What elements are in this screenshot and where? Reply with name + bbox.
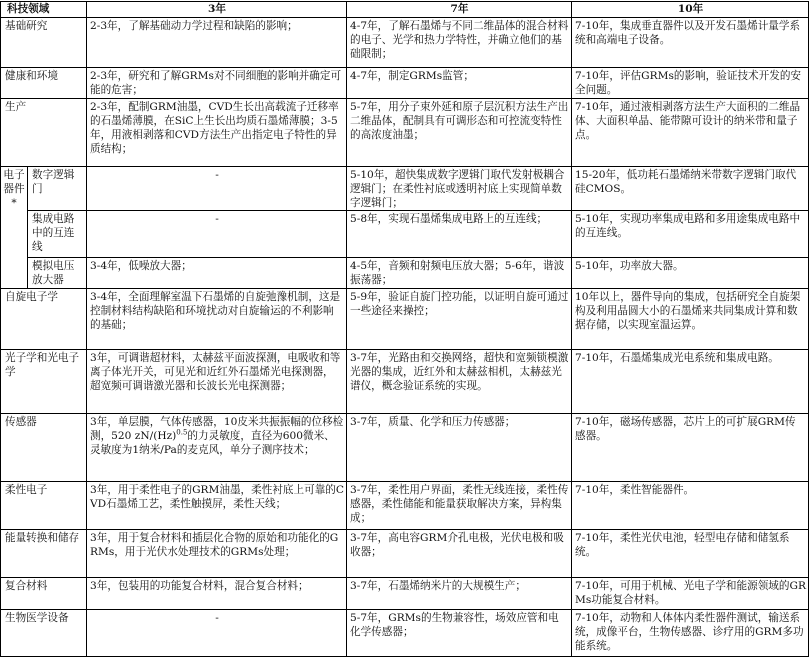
table-row <box>1 167 809 211</box>
cell-3-years: 3年，用于柔性电子的GRM油墨，柔性衬底上可靠的CVD石墨烯工艺，柔性触摸屏，柔性天线； <box>87 482 347 530</box>
cell-10-years: 5-10年，功率放大器。 <box>572 258 809 289</box>
cell-3-years: - <box>87 211 347 258</box>
row-group-electronics: 电子器件* <box>1 167 28 289</box>
cell-3-years: - <box>87 610 347 657</box>
table-row <box>1 414 809 482</box>
row-domain: 复合材料 <box>1 578 87 610</box>
cell-7-years: 3-7年，石墨烯纳米片的大规模生产； <box>347 578 572 610</box>
table-row <box>1 289 809 350</box>
cell-3-years: 3年，可调谐超材料，太赫兹平面波探测，电吸收和等离子体光开关，可见光和近红外石墨烯光电探测器，超宽频可调谐激光器和长波长光电探测器； <box>87 350 347 414</box>
cell-10-years: 7-10年，柔性光伏电池，轻型电存储和储氢系统。 <box>572 530 809 578</box>
row-domain: 能量转换和储存 <box>1 530 87 578</box>
row-domain: 光子学和光电子学 <box>1 350 87 414</box>
cell-7-years: 3-7年，质量、化学和压力传感器； <box>347 414 572 482</box>
row-domain: 生产 <box>1 99 87 167</box>
table-row <box>1 578 809 610</box>
cell-10-years: 7-10年，评估GRMs的影响，验证技术开发的安全问题。 <box>572 68 809 99</box>
cell-10-years: 7-10年，集成垂直器件以及开发石墨烯计量学系统和高端电子设备。 <box>572 18 809 68</box>
table-row <box>1 258 809 289</box>
cell-7-years: 5-10年，超快集成数字逻辑门取代发射极耦合逻辑门；在柔性衬底或透明衬底上实现简单数字逻辑门； <box>347 167 572 211</box>
cell-7-years: 3-7年，高电容GRM介孔电极，光伏电极和吸收器； <box>347 530 572 578</box>
row-domain: 传感器 <box>1 414 87 482</box>
roadmap-table <box>0 1 809 657</box>
table-row <box>1 610 809 657</box>
cell-10-years: 7-10年，柔性智能器件。 <box>572 482 809 530</box>
table-row <box>1 211 809 258</box>
cell-10-years: 7-10年，通过液相剥落方法生产大面积的二维晶体、大面积单晶、能带隙可设计的纳米带和量子点。 <box>572 99 809 167</box>
row-subdomain: 数字逻辑门 <box>28 167 87 211</box>
cell-7-years: 5-7年，GRMs的生物兼容性，场效应管和电化学传感器； <box>347 610 572 657</box>
header-3-years: 3年 <box>87 2 347 18</box>
cell-3-years: 2-3年，了解基础动力学过程和缺陷的影响； <box>87 18 347 68</box>
cell-7-years: 4-7年，制定GRMs监管； <box>347 68 572 99</box>
cell-7-years: 5-8年，实现石墨烯集成电路上的互连线； <box>347 211 572 258</box>
cell-10-years: 7-10年，磁场传感器，芯片上的可扩展GRM传感器。 <box>572 414 809 482</box>
cell-10-years: 7-10年，可用于机械、光电子学和能源领域的GRMs功能复合材料。 <box>572 578 809 610</box>
cell-3-years: 2-3年，配制GRM油墨，CVD生长出高载流子迁移率的石墨烯薄膜，在SiC上生长出均质石墨烯薄膜；3-5年，用液相剥落和CVD方法生产出指定电子特性的异质结构； <box>87 99 347 167</box>
row-subdomain: 模拟电压放大器 <box>28 258 87 289</box>
cell-3-years: 3-4年，低噪放大器； <box>87 258 347 289</box>
cell-3-years: 3-4年，全面理解室温下石墨烯的自旋弛豫机制，这是控制材料结构缺陷和环境扰动对自旋输运的不利影响的基础； <box>87 289 347 350</box>
cell-3-years: 2-3年，研究和了解GRMs对不同细胞的影响并确定可能的危害； <box>87 68 347 99</box>
cell-3-years: - <box>87 167 347 211</box>
table-row <box>1 482 809 530</box>
cell-3-years: 3年，用于复合材料和插层化合物的原始和功能化的GRMs，用于光伏水处理技术的GRMs处理； <box>87 530 347 578</box>
header-10-years: 10年 <box>572 2 809 18</box>
cell-10-years: 5-10年，实现功率集成电路和多用途集成电路中的互连线。 <box>572 211 809 258</box>
cell-10-years: 7-10年，石墨烯集成光电系统和集成电路。 <box>572 350 809 414</box>
row-domain: 健康和环境 <box>1 68 87 99</box>
cell-7-years: 3-7年，光路由和交换网络，超快和宽频锁模激光器的集成，近红外和太赫兹相机，太赫兹光谱仪，概念验证系统的实现。 <box>347 350 572 414</box>
table-row <box>1 99 809 167</box>
cell-10-years: 7-10年，动物和人体体内柔性器件测试，输送系统，成像平台，生物传感器、诊疗用的GRM多功能系统。 <box>572 610 809 657</box>
table-header-row <box>1 2 809 18</box>
sensor-text-part-2: 的力灵敏度，直径为600微米、灵敏度为1纳米/Pa的麦克风，单分子测序技术； <box>90 430 335 456</box>
cell-7-years: 4-5年，音频和射频电压放大器；5-6年，谐波振荡器； <box>347 258 572 289</box>
sensor-text-part-1: 3年，单层膜，气体传感器，10皮米共振振幅的位移检测，520 zN/(Hz) <box>90 416 344 442</box>
cell-10-years: 15-20年，低功耗石墨烯纳米带数字逻辑门取代硅CMOS。 <box>572 167 809 211</box>
table-row <box>1 530 809 578</box>
cell-10-years: 10年以上，器件导向的集成，包括研究全自旋架构及利用晶圆大小的石墨烯来共同集成计算和数据存储，以实现室温运算。 <box>572 289 809 350</box>
row-subdomain: 集成电路中的互连线 <box>28 211 87 258</box>
row-domain: 生物医学设备 <box>1 610 87 657</box>
table-row <box>1 18 809 68</box>
row-domain: 自旋电子学 <box>1 289 87 350</box>
table-row <box>1 350 809 414</box>
cell-7-years: 3-7年，柔性用户界面，柔性无线连接，柔性传感器，柔性储能和能量获取解决方案，异构集成； <box>347 482 572 530</box>
header-domain: 科技领域 <box>1 2 87 18</box>
table-row <box>1 68 809 99</box>
row-domain: 基础研究 <box>1 18 87 68</box>
cell-3-years: 3年，包装用的功能复合材料，混合复合材料； <box>87 578 347 610</box>
cell-7-years: 5-7年，用分子束外延和原子层沉积方法生产出二维晶体，配制具有可调形态和可控流变特性的高浓度油墨； <box>347 99 572 167</box>
sensor-exponent: 0.5 <box>176 428 188 437</box>
cell-7-years: 5-9年，验证自旋门控功能，以证明自旋可通过一些途径来操控； <box>347 289 572 350</box>
row-domain: 柔性电子 <box>1 482 87 530</box>
cell-3-years <box>87 414 347 482</box>
cell-7-years: 4-7年，了解石墨烯与不同二维晶体的混合材料的电子、光学和热力学特性，并确立他们的基础限制； <box>347 18 572 68</box>
header-7-years: 7年 <box>347 2 572 18</box>
